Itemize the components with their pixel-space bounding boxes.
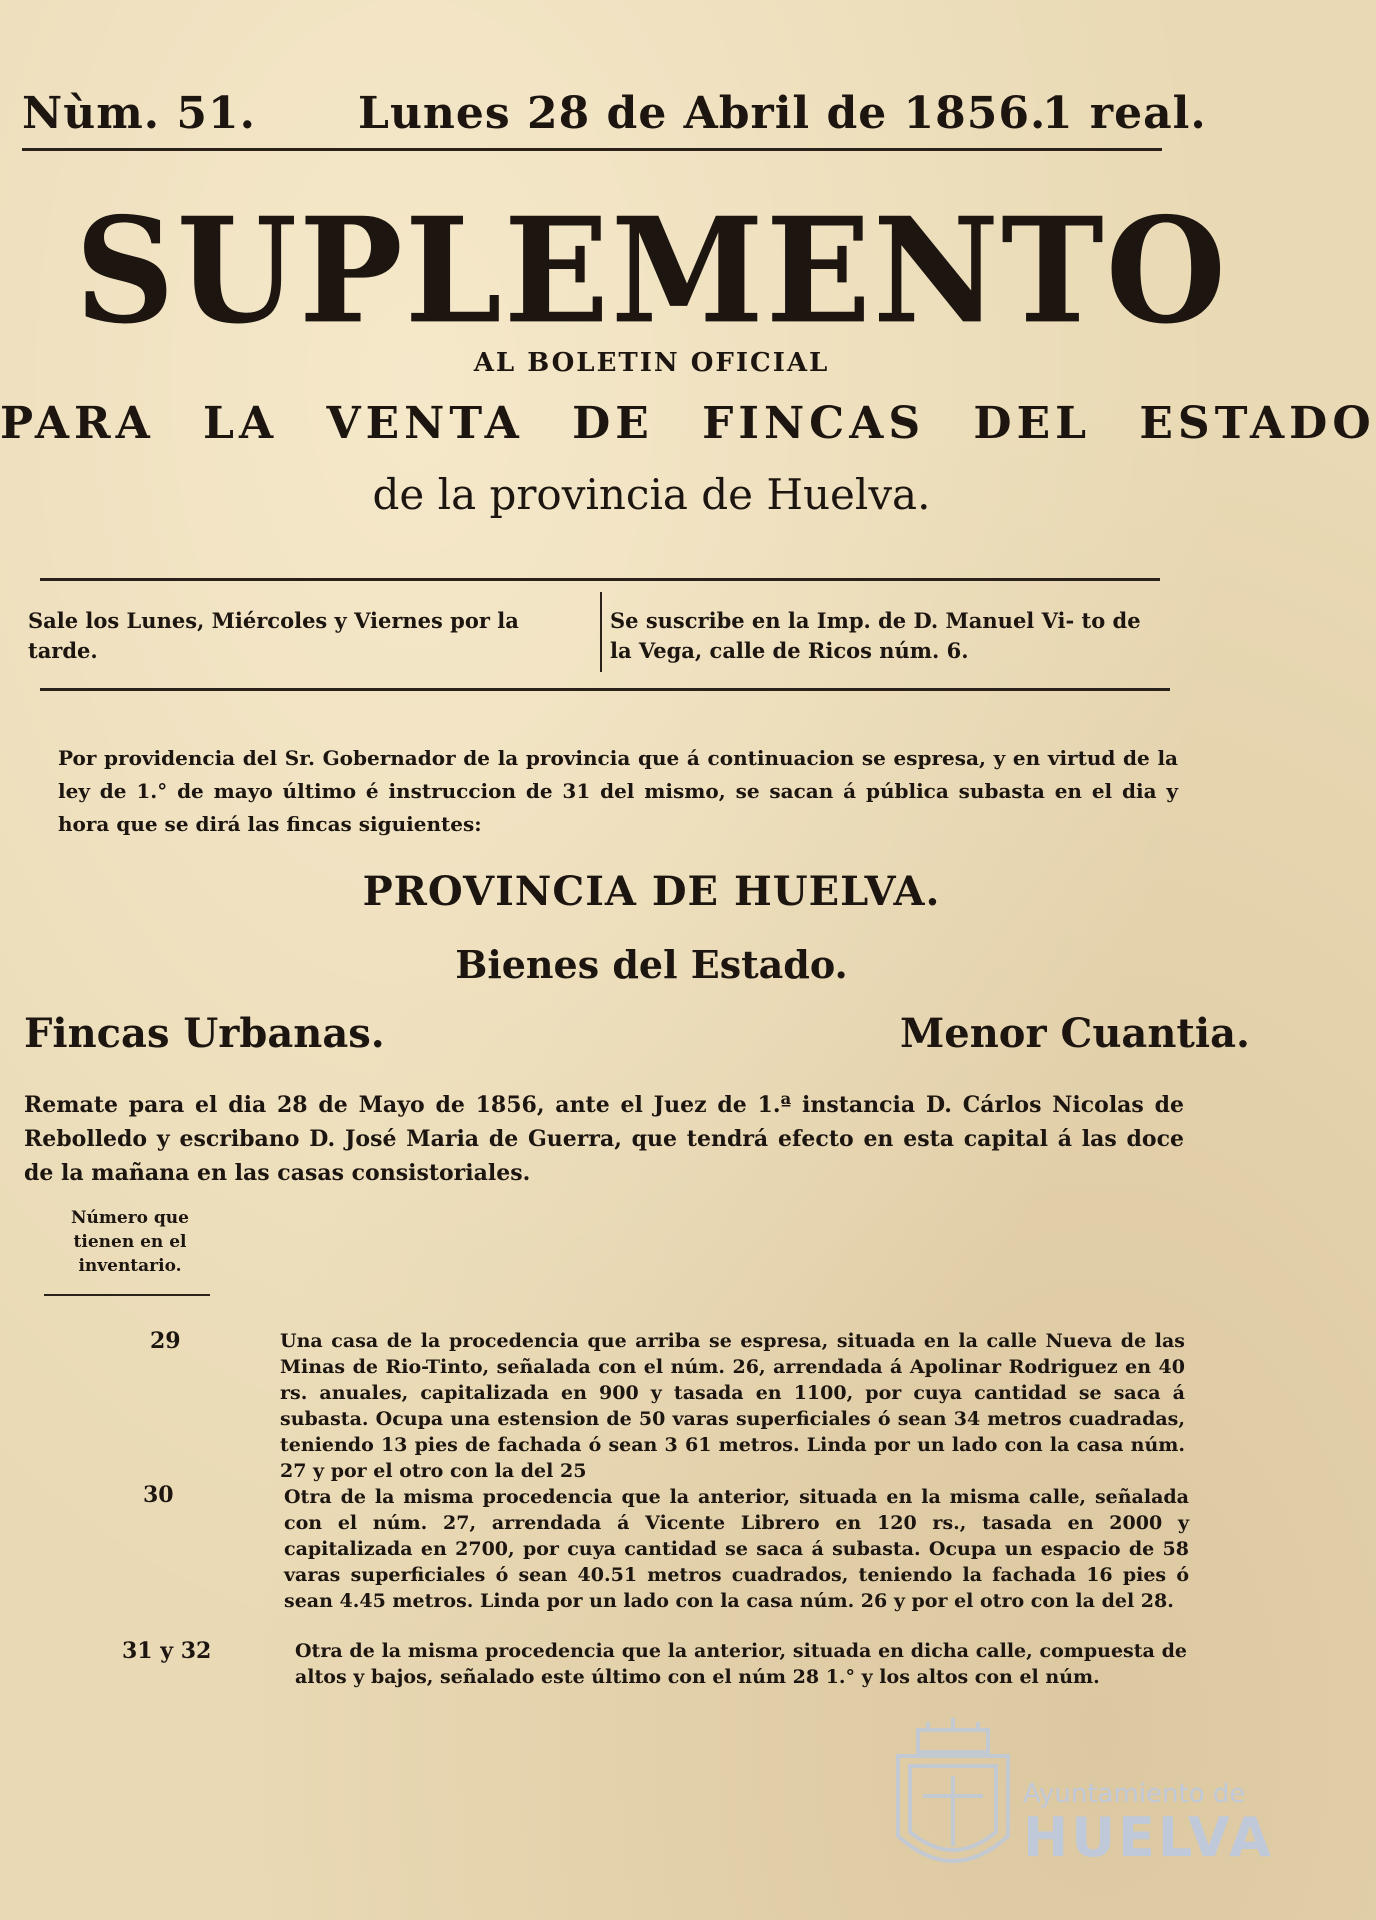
entry-text: Otra de la misma procedencia que la anterior, situada en dicha calle, compuesta de altos y bajos, señalado este último con el núm 28 1.° y los altos con el núm. [295,1640,1187,1688]
auction-paragraph: Remate para el dia 28 de Mayo de 1856, ante el Juez de 1.ª instancia D. Cárlos Nicolas de Rebolledo y escribano D. José Maria de Guerra, que tendrá efecto en esta capital á las doce de la mañana en las casas consistoriales. [24,1092,1184,1186]
watermark-line1: Ayuntamiento de [1023,1779,1246,1809]
coat-of-arms-icon [888,1716,1274,1906]
inventory-column-header: Número que tienen en el inventario. [71,1208,189,1276]
province-heading: PROVINCIA DE HUELVA. [362,868,941,915]
watermark-line2: HUELVA [1023,1806,1274,1869]
subscription-bottom-rule [40,688,1170,691]
entry-number: 30 [143,1482,174,1508]
subtitle-provincia: de la provincia de Huelva. [372,470,931,519]
entry-number: 31 y 32 [122,1638,212,1664]
subscription-info: Se suscribe en la Imp. de D. Manuel Vi- to de la Vega, calle de Ricos núm. 6. [610,608,1141,663]
masthead-rule [22,148,1162,151]
intro-paragraph: Por providencia del Sr. Gobernador de la provincia que á continuacion se espresa, y en virtud de la ley de 1.° de mayo último é instruccion de 31 del mismo, se sacan á pública subasta en el dia y hora que se dirá las fincas siguientes: [58,746,1178,836]
section-heading-amount: Menor Cuantia. [900,1010,1250,1057]
goods-heading: Bienes del Estado. [455,942,848,987]
page-title: SUPLEMENTO [75,184,1228,357]
ayuntamiento-watermark [888,1716,1274,1906]
subscription-top-rule [40,578,1160,581]
subtitle-venta: PARA LA VENTA DE FINCAS DEL ESTADO [0,398,1376,449]
subtitle-boletin: AL BOLETIN OFICIAL [473,348,830,378]
column-header-rule [44,1294,210,1296]
issue-date: Lunes 28 de Abril de 1856. [358,88,1047,139]
issue-number: Nùm. 51. [22,88,256,139]
subscription-divider [600,592,602,672]
entry-text: Una casa de la procedencia que arriba se espresa, situada en la calle Nueva de las Minas de Rio-Tinto, señalada con el núm. 26, arrendada á Apolinar Rodriguez en 40 rs. anuales, capitalizada en 900 y tasada en 1100, por cuya cantidad se saca á subasta. Ocupa una estension de 50 varas superficiales ó sean 34 metros cuadradas, teniendo 13 pies de fachada ó sean 3 61 metros. Linda por un lado con la casa núm. 27 y por el otro con la del 25 [280,1330,1185,1482]
entry-number: 29 [150,1328,181,1354]
section-heading-urban: Fincas Urbanas. [24,1010,385,1057]
issue-price: 1 real. [1042,88,1207,139]
masthead-row [22,88,1207,148]
publication-schedule: Sale los Lunes, Miércoles y Viernes por la tarde. [28,608,519,663]
entry-text: Otra de la misma procedencia que la anterior, situada en la misma calle, señalada con el núm. 27, arrendada á Vicente Librero en 120 rs., tasada en 2000 y capitalizada en 2700, por cuya cantidad se saca á subasta. Ocupa un espacio de 58 varas superficiales ó sean 40.51 metros cuadrados, teniendo la fachada 16 pies ó sean 4.45 metros. Linda por un lado con la casa núm. 26 y por el otro con la del 28. [284,1486,1189,1612]
